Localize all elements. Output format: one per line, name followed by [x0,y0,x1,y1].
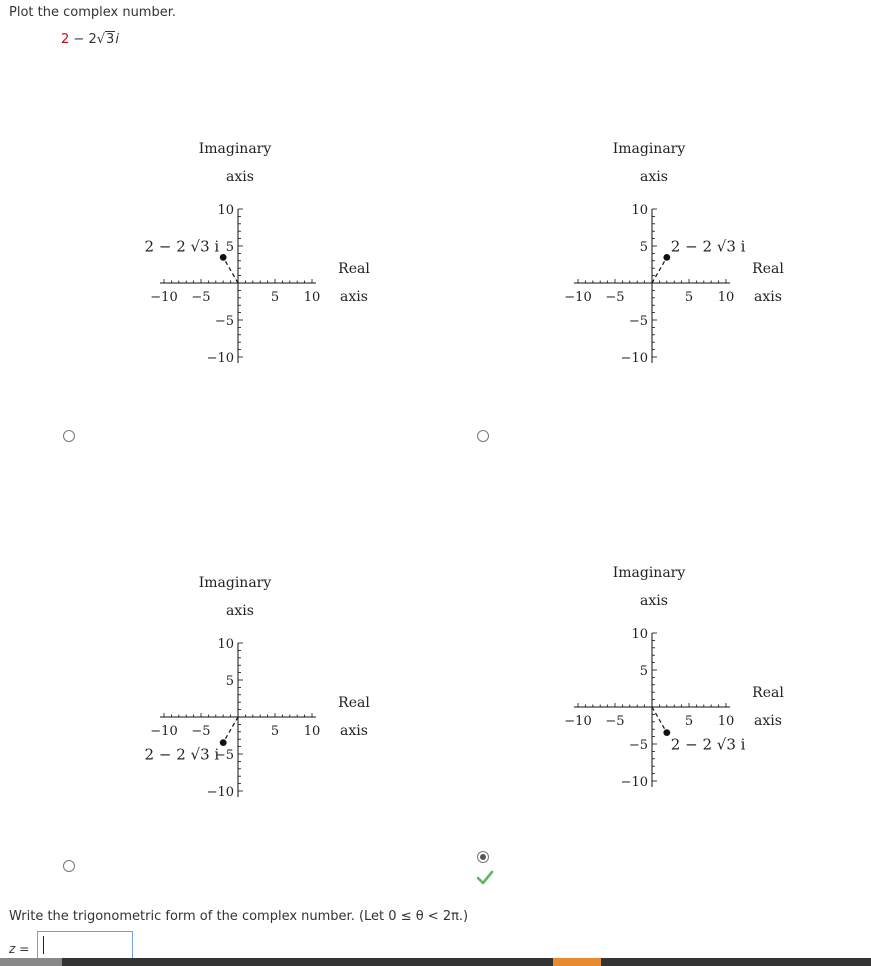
radio-option-1[interactable] [63,430,75,442]
plot-option-2 [462,60,842,440]
real-axis-label: Real [338,261,370,277]
radio-option-4[interactable] [477,851,489,863]
imaginary-axis-label: Imaginary [612,141,686,157]
vector-line [652,257,667,283]
real-axis-label: axis [754,713,782,729]
imaginary-axis-label: axis [226,169,254,185]
real-axis-label: Real [338,695,370,711]
prompt-text: Plot the complex number. [9,5,177,20]
real-axis-label: Real [752,261,784,277]
x-tick-label: 5 [684,714,694,729]
data-point [220,254,227,261]
y-tick-label: −10 [206,785,234,800]
imaginary-axis-label: Imaginary [612,565,686,581]
data-point [663,254,670,261]
imaginary-axis-label: Imaginary [198,575,272,591]
imaginary-unit: i [115,32,119,47]
y-tick-label: −10 [620,351,648,366]
x-tick-label: 10 [717,290,735,305]
point-label: 2 − 2 √3 i [670,735,746,754]
real-axis-label: axis [340,723,368,739]
plot-svg [462,484,842,864]
y-tick-label: 5 [225,240,234,255]
x-tick-label: 10 [717,714,735,729]
x-tick-label: 10 [303,724,321,739]
imaginary-axis-label: axis [640,593,668,609]
y-tick-label: 5 [225,674,234,689]
x-tick-label: −10 [150,290,178,305]
axes-group [145,141,371,366]
data-point [663,729,670,736]
y-tick-label: −10 [206,351,234,366]
bottom-bar [0,958,871,966]
x-tick-label: −10 [564,714,592,729]
y-tick-label: 10 [631,627,648,642]
x-tick-label: −5 [191,724,211,739]
real-axis-label: axis [340,289,368,305]
y-tick-label: −5 [628,314,648,329]
x-tick-label: −5 [605,714,625,729]
x-tick-label: 5 [270,724,280,739]
y-tick-label: 5 [639,240,648,255]
x-tick-label: −5 [191,290,211,305]
x-tick-label: −10 [150,724,178,739]
answer-input[interactable] [37,931,133,959]
plot-svg [48,60,428,440]
y-tick-label: 10 [217,203,234,218]
real-axis-label: axis [754,289,782,305]
y-tick-label: 5 [639,664,648,679]
axes-group [564,565,784,790]
x-tick-label: 5 [684,290,694,305]
point-label: 2 − 2 √3 i [670,237,746,256]
radio-option-3[interactable] [63,860,75,872]
coefficient: 2 [88,32,97,47]
bottom-bar-segment [0,958,62,966]
y-tick-label: 10 [217,637,234,652]
imaginary-axis-label: Imaginary [198,141,272,157]
x-tick-label: 10 [303,290,321,305]
axes-group [145,575,371,800]
x-tick-label: −10 [564,290,592,305]
y-tick-label: 10 [631,203,648,218]
complex-number: 2 − 2√3i [61,32,119,47]
bottom-bar-accent [553,958,601,966]
plot-option-1 [48,60,428,440]
vector-line [223,257,238,283]
x-tick-label: 5 [270,290,280,305]
x-tick-label: −5 [605,290,625,305]
operator: − [73,32,85,47]
trig-form-question: Write the trigonometric form of the complex number. (Let 0 ≤ θ < 2π.) [9,909,469,924]
check-icon [476,869,494,885]
y-tick-label: −5 [214,748,234,763]
real-part: 2 [61,32,70,47]
imaginary-axis-label: axis [226,603,254,619]
plot-option-4 [462,484,842,864]
answer-label: z = [9,942,30,956]
radio-option-2[interactable] [477,430,489,442]
imaginary-axis-label: axis [640,169,668,185]
radicand: 3 [106,32,115,47]
plot-svg [48,494,428,874]
axes-group [564,141,784,366]
point-label: 2 − 2 √3 i [144,237,220,256]
point-label: 2 − 2 √3 i [144,745,220,764]
plot-option-3 [48,494,428,874]
real-axis-label: Real [752,685,784,701]
y-tick-label: −10 [620,775,648,790]
vector-line [652,707,667,733]
y-tick-label: −5 [214,314,234,329]
data-point [220,739,227,746]
vector-line [223,717,238,743]
text-caret [43,936,44,954]
plot-svg [462,60,842,440]
y-tick-label: −5 [628,738,648,753]
